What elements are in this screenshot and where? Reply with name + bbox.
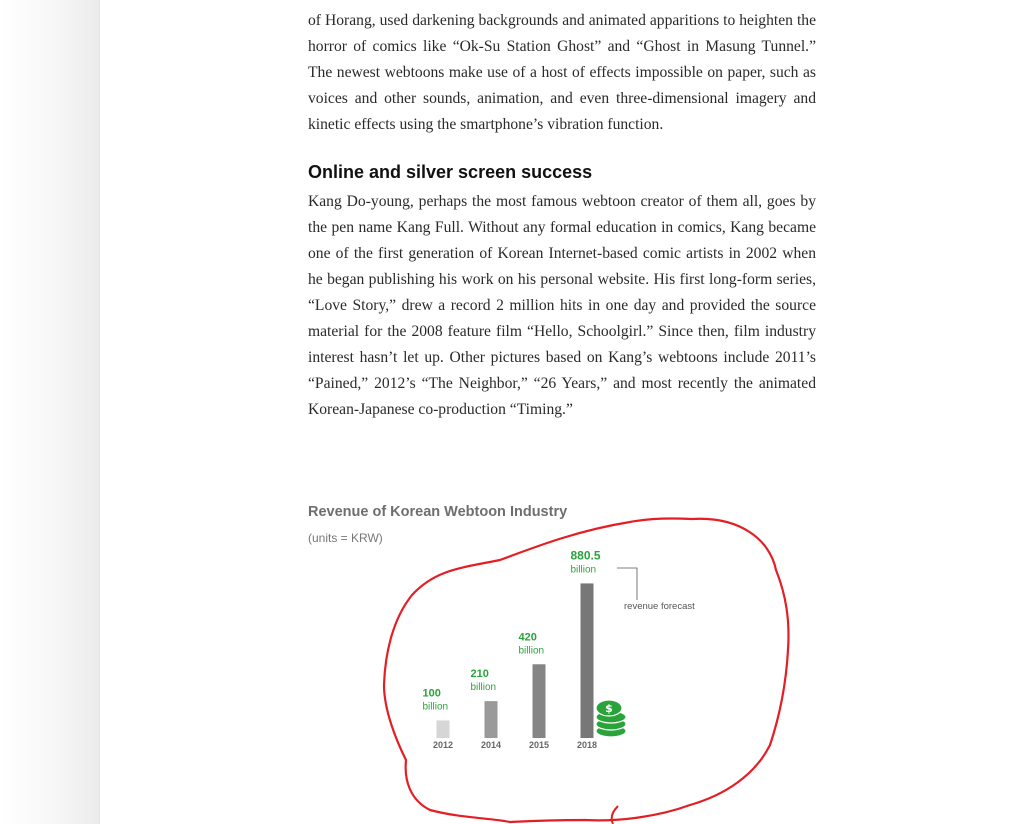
bar-2014 [485,701,498,738]
bar-2012 [437,720,450,738]
page-side-edge [99,0,100,824]
bar-2018 [581,583,594,738]
category-label: 2018 [576,740,598,750]
coin-stack-icon [596,700,626,737]
article-column [308,8,816,423]
chart-title: Revenue of Korean Webtoon Industry [308,504,568,520]
bars-layer [423,548,601,750]
value-label: 210 [470,668,489,681]
forecast-annotation: revenue forecast [624,601,695,612]
category-label: 2014 [480,740,502,750]
unit-label: billion [518,645,545,657]
bar-2015 [533,664,546,738]
value-label: 880.5 [570,548,601,563]
category-label: 2015 [528,740,550,750]
unit-label: billion [422,701,449,713]
revenue-chart [300,500,820,824]
unit-label: billion [470,682,497,694]
page-side-shadow [0,0,100,824]
unit-label: billion [570,564,597,576]
value-label: 420 [518,631,537,644]
revenue-chart-svg [300,500,820,824]
section-heading: Online and silver screen success [308,162,593,182]
hand-drawn-stroke [612,806,618,824]
chart-subtitle: (units = KRW) [308,531,383,545]
article-paragraph: Kang Do-young, perhaps the most famous webtoon creator of them all, goes by the pen name Kang Full. Without any formal education in comics, Kang became one of the first generation of Korean Internet-based comic artists in 2002 when he began publishing his work on his personal website. His first long-form series, “Love Story,” drew a record 2 million hits in one day and provided the source material for the 2008 feature film “Hello, Schoolgirl.” Since then, film industry interest hasn’t let up. Other pictures based on Kang’s webtoons include 2011’s “Pained,” 2012’s “The Neighbor,” “26 Years,” and most recently the animated Korean-Japanese co-production “Timing.” [308,193,816,418]
category-label: 2012 [432,740,454,750]
value-label: 100 [422,687,441,700]
article-paragraph: of Horang, used darkening backgrounds and animated apparitions to heighten the horror of comics like “Ok-Su Station Ghost” and “Ghost in Masung Tunnel.” The newest webtoons make use of a host of effects impossible on paper, such as voices and other sounds, animation, and even three-dimensional imagery and kinetic effects using the smartphone’s vibration function. [308,12,816,133]
svg-text:$: $ [605,702,613,715]
forecast-callout-line [617,568,637,596]
